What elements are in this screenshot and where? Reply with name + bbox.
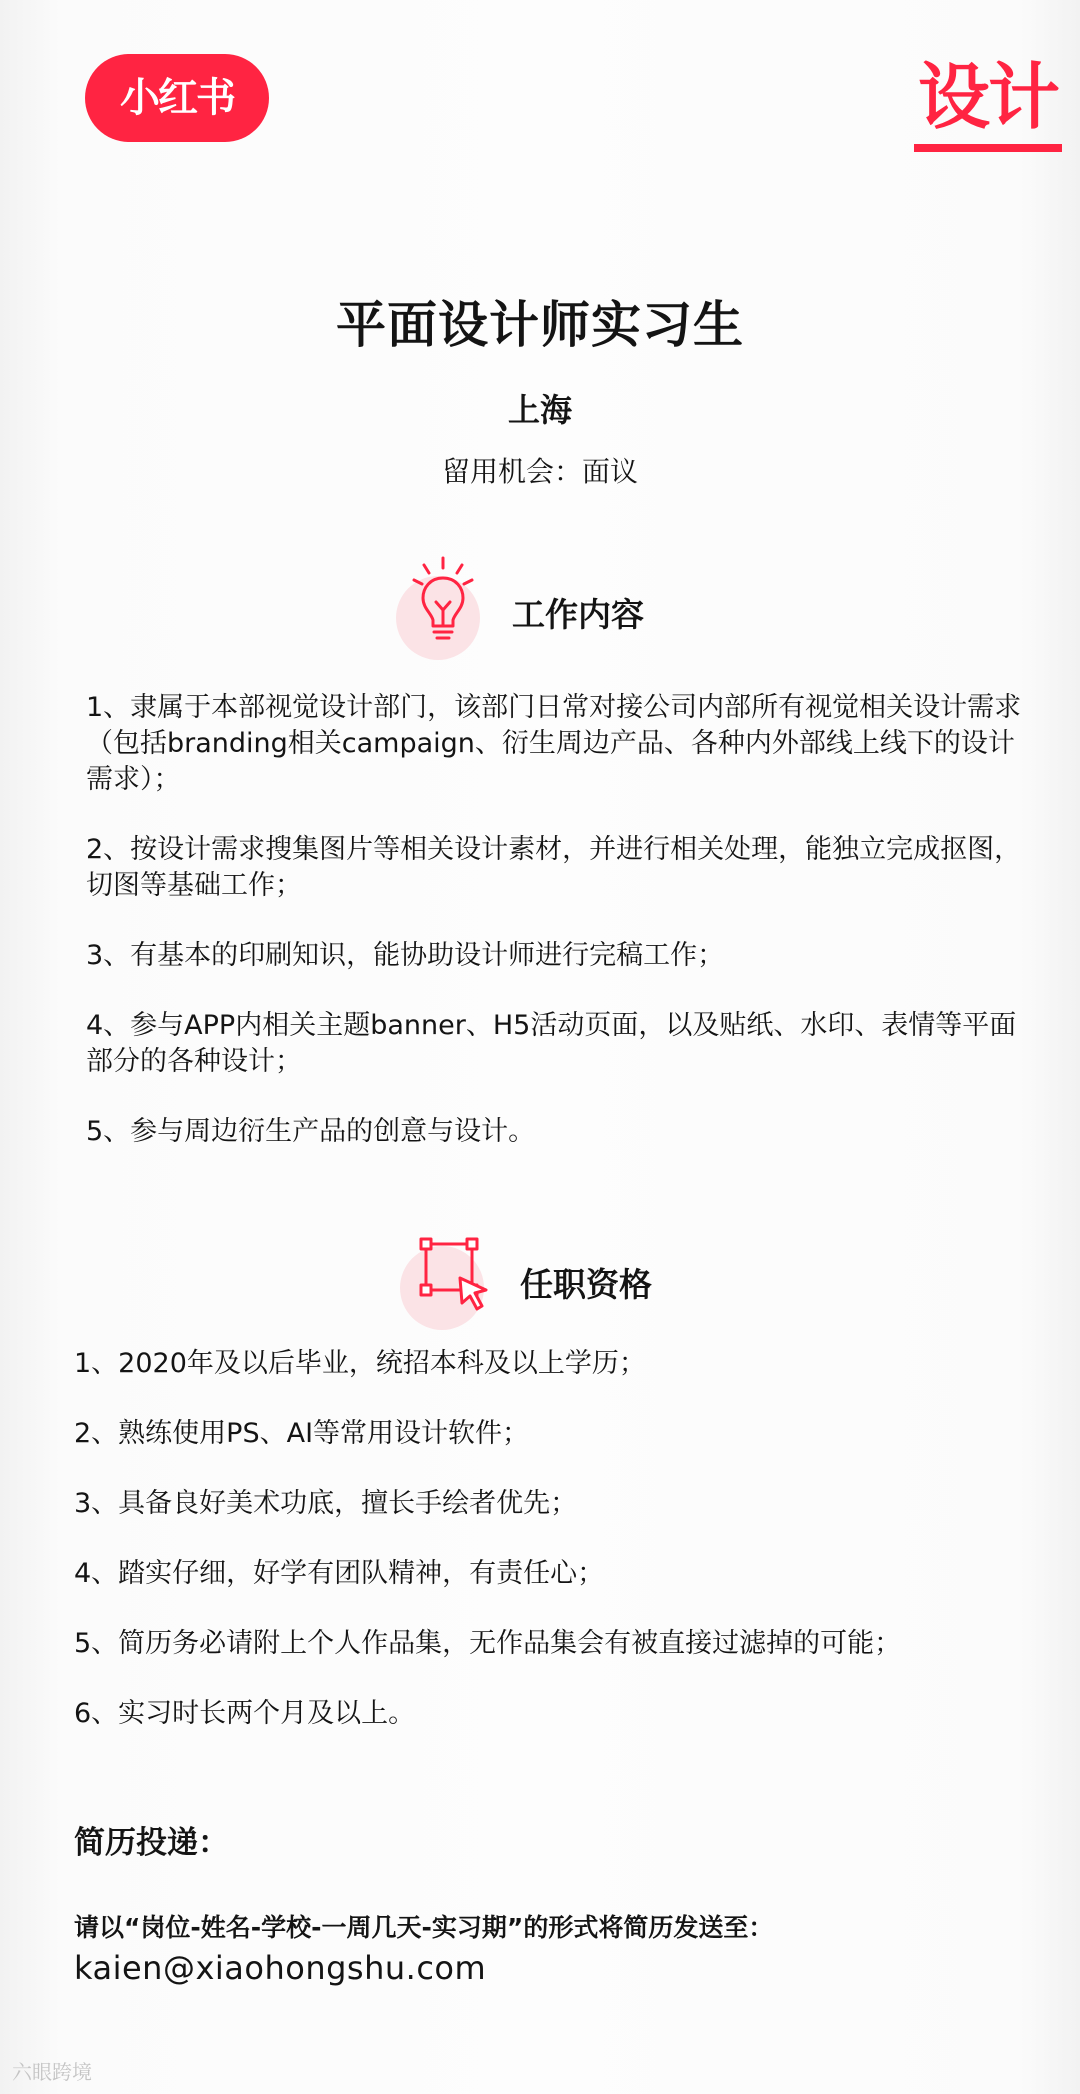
design-tag: [914, 52, 1062, 152]
design-tag-underline: [914, 144, 1062, 152]
list-item: 4、参与APP内相关主题banner、H5活动页面，以及贴纸、水印、表情等平面部分的各种设计；: [86, 1010, 1017, 1077]
job-title: 平面设计师实习生: [336, 296, 744, 354]
duties-section-header: [396, 556, 696, 666]
list-item: 3、具备良好美术功底，擅长手绘者优先；: [74, 1488, 578, 1519]
qualifications-section-header: [400, 1226, 700, 1336]
list-item: 5、简历务必请附上个人作品集，无作品集会有被直接过滤掉的可能；: [74, 1628, 902, 1659]
lightbulb-icon: [410, 556, 476, 652]
xiaohongshu-logo: 小红书: [85, 54, 269, 142]
list-item: 2、熟练使用PS、AI等常用设计软件；: [74, 1418, 530, 1449]
list-item: 1、隶属于本部视觉设计部门，该部门日常对接公司内部所有视觉相关设计需求（包括branding相关campaign、衍生周边产品、各种内外部线上线下的设计需求）；: [86, 692, 1022, 795]
duties-heading: 工作内容: [512, 595, 644, 634]
crop-cursor-icon: [414, 1226, 494, 1316]
watermark: 六眼跨境: [12, 2060, 92, 2084]
retention-note: 留用机会：面议: [441, 455, 638, 488]
list-item: 4、踏实仔细，好学有团队精神，有责任心；: [74, 1558, 605, 1589]
qualifications-heading: 任职资格: [520, 1265, 652, 1304]
list-item: 2、按设计需求搜集图片等相关设计素材，并进行相关处理，能独立完成抠图，切图等基础工作；: [86, 834, 1022, 901]
submission-email[interactable]: kaien@xiaohongshu.com: [74, 1949, 487, 1987]
qualifications-list: [74, 1344, 1034, 1764]
list-item: 6、实习时长两个月及以上。: [74, 1698, 416, 1729]
duties-list: [86, 690, 1026, 1184]
job-location: 上海: [507, 391, 572, 429]
list-item: 1、2020年及以后毕业，统招本科及以上学历；: [74, 1348, 646, 1379]
submission-instruction: 请以“岗位-姓名-学校-一周几天-实习期”的形式将简历发送至：: [74, 1913, 774, 1942]
list-item: 3、有基本的印刷知识，能协助设计师进行完稿工作；: [86, 940, 725, 971]
design-tag-text: 设计: [917, 55, 1058, 139]
list-item: 5、参与周边衍生产品的创意与设计。: [86, 1116, 536, 1147]
submission-title: 简历投递：: [74, 1825, 229, 1861]
